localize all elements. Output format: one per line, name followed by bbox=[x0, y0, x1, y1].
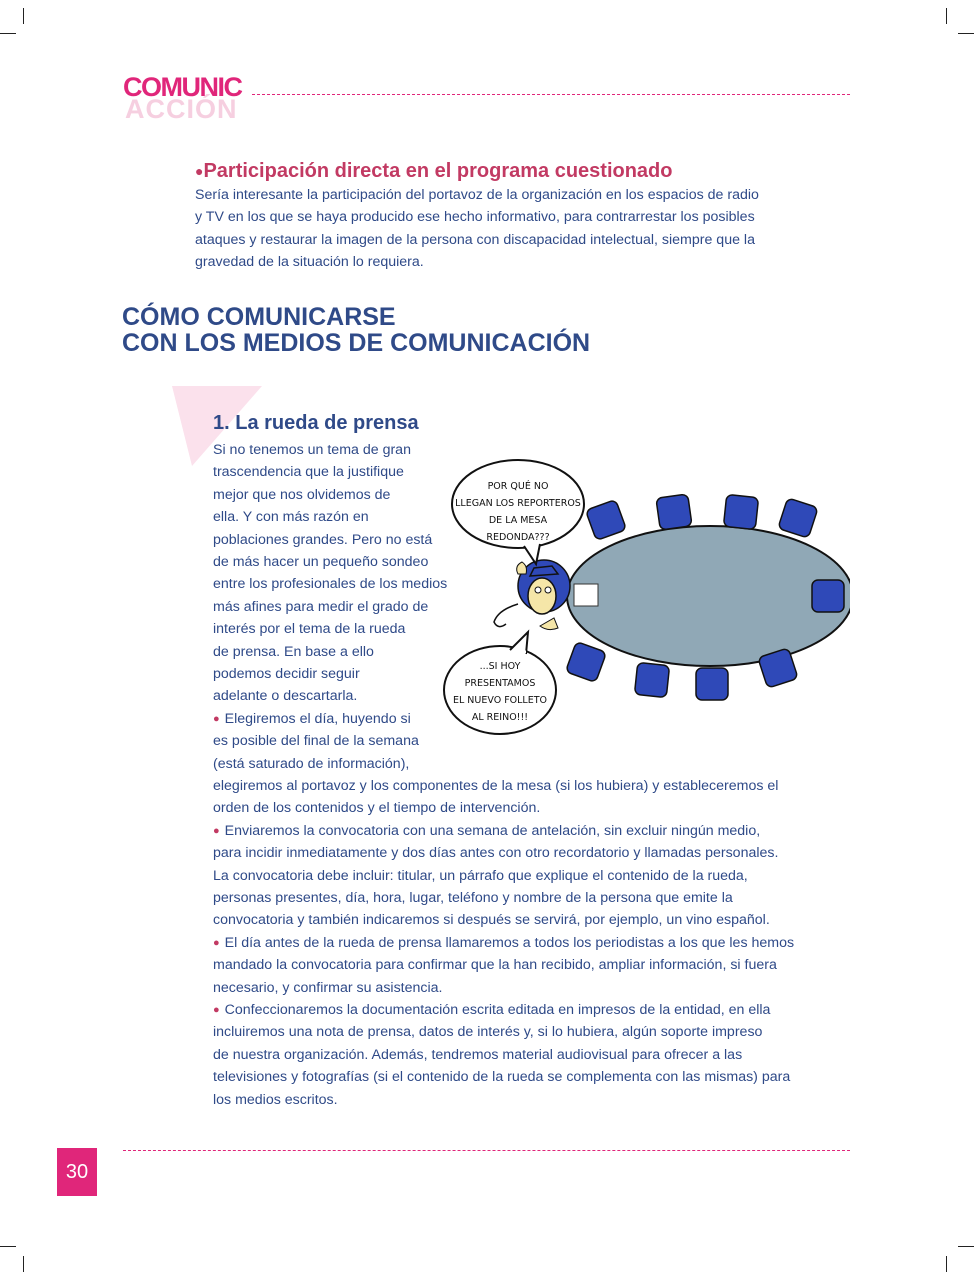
subsection-title: ●Participación directa en el programa cuestionado bbox=[195, 160, 673, 182]
bullet-icon: ● bbox=[213, 936, 220, 949]
main-title-line: CON LOS MEDIOS DE COMUNICACIÓN bbox=[122, 329, 591, 357]
svg-text:AL REINO!!!: AL REINO!!! bbox=[471, 712, 529, 723]
press-conference-cartoon bbox=[440, 456, 850, 746]
crop-mark bbox=[0, 33, 16, 34]
logo bbox=[123, 72, 253, 124]
crop-mark bbox=[946, 8, 947, 24]
paper-sheet bbox=[574, 584, 598, 606]
crop-mark bbox=[23, 8, 24, 24]
header-divider bbox=[252, 94, 850, 95]
logo-top-text: COMUNIC bbox=[123, 72, 242, 102]
section-narrow-text: Si no tenemos un tema de gran trascendencia que la justifique mejor que nos olvidemos de ella. Y con más razón en poblaciones grandes. Pero no está de más hacer un pequeño sondeo entre los profesionales de los medios más afines para medir el grado de interés por el tema de la rueda de prensa. En base a ello podemos decidir seguir adelante o descartarla. ● Elegiremos el día, huyendo si es posible del final de la semana (está saturado de información), bbox=[213, 442, 448, 772]
subsection-paragraph: Sería interesante la participación del portavoz de la organización en los espacios de radio y TV en los que se haya producido ese hecho informativo, para contrarrestar los posibles ataques y restaurar la imagen de la persona con discapacidad intelectual, siempre que la gravedad de la situación lo requiera. bbox=[195, 187, 759, 271]
round-table bbox=[567, 526, 850, 666]
main-title-line: CÓMO COMUNICARSE bbox=[122, 303, 396, 331]
crop-mark bbox=[958, 33, 974, 34]
main-title bbox=[122, 304, 590, 356]
svg-text:LLEGAN LOS REPORTEROS: LLEGAN LOS REPORTEROS bbox=[455, 498, 581, 509]
crop-mark bbox=[23, 1256, 24, 1272]
svg-text:REDONDA???: REDONDA??? bbox=[486, 532, 550, 543]
cartoon-character bbox=[494, 560, 570, 630]
crop-mark bbox=[946, 1256, 947, 1272]
section-wide-text: elegiremos al portavoz y los componentes de la mesa (si los hubiera) y estableceremos el orden de los contenidos y el tiempo de intervención. ● Enviaremos la convocatoria con una semana de antelación, sin excluir ningún medio, para incidir inmediatamente y dos días antes con otro recordatorio y llamadas personales. La convocatoria debe incluir: titular, un párrafo que explique el contenido de la rueda, personas presentes, día, hora, lugar, teléfono y nombre de la persona que emite la convocatoria y también indicaremos si después se servirá, por ejemplo, un vino español. ● El día antes de la rueda de prensa llamaremos a todos los periodistas a los que les hemos mandado la convocatoria para confirmar que la han recibido, ampliar información, si fuera necesario, y confirmar su asistencia. ● Confeccionaremos la documentación escrita editada en impresos de la entidad, en ella incluiremos una nota de prensa, datos de interés y, si lo hubiera, algún soporte impreso de nuestra organización. Además, tendremos material audiovisual para ofrecer a las televisiones y fotografías (si el contenido de la rueda se complementa con las mismas) para los medios escritos. bbox=[213, 778, 795, 1108]
footer-divider bbox=[123, 1150, 850, 1151]
bullet-icon: ● bbox=[213, 824, 220, 837]
page-number: 30 bbox=[57, 1148, 97, 1196]
svg-text:DE LA MESA: DE LA MESA bbox=[488, 515, 548, 526]
section-title: 1. La rueda de prensa bbox=[213, 412, 419, 434]
svg-text:PRESENTAMOS: PRESENTAMOS bbox=[464, 678, 536, 689]
crop-mark bbox=[0, 1246, 16, 1247]
speech-bubble-top bbox=[452, 460, 584, 564]
logo-bottom-text: ACCIÓN bbox=[125, 94, 238, 124]
bullet-icon: ● bbox=[195, 163, 204, 179]
crop-mark bbox=[958, 1246, 974, 1247]
svg-text:POR QUÉ NO: POR QUÉ NO bbox=[487, 481, 549, 492]
svg-text:EL NUEVO FOLLETO: EL NUEVO FOLLETO bbox=[452, 695, 548, 706]
bullet-icon: ● bbox=[213, 1004, 220, 1017]
svg-text:...SI HOY: ...SI HOY bbox=[479, 661, 521, 672]
bullet-icon: ● bbox=[213, 712, 220, 725]
speech-bubble-bottom bbox=[444, 632, 556, 734]
